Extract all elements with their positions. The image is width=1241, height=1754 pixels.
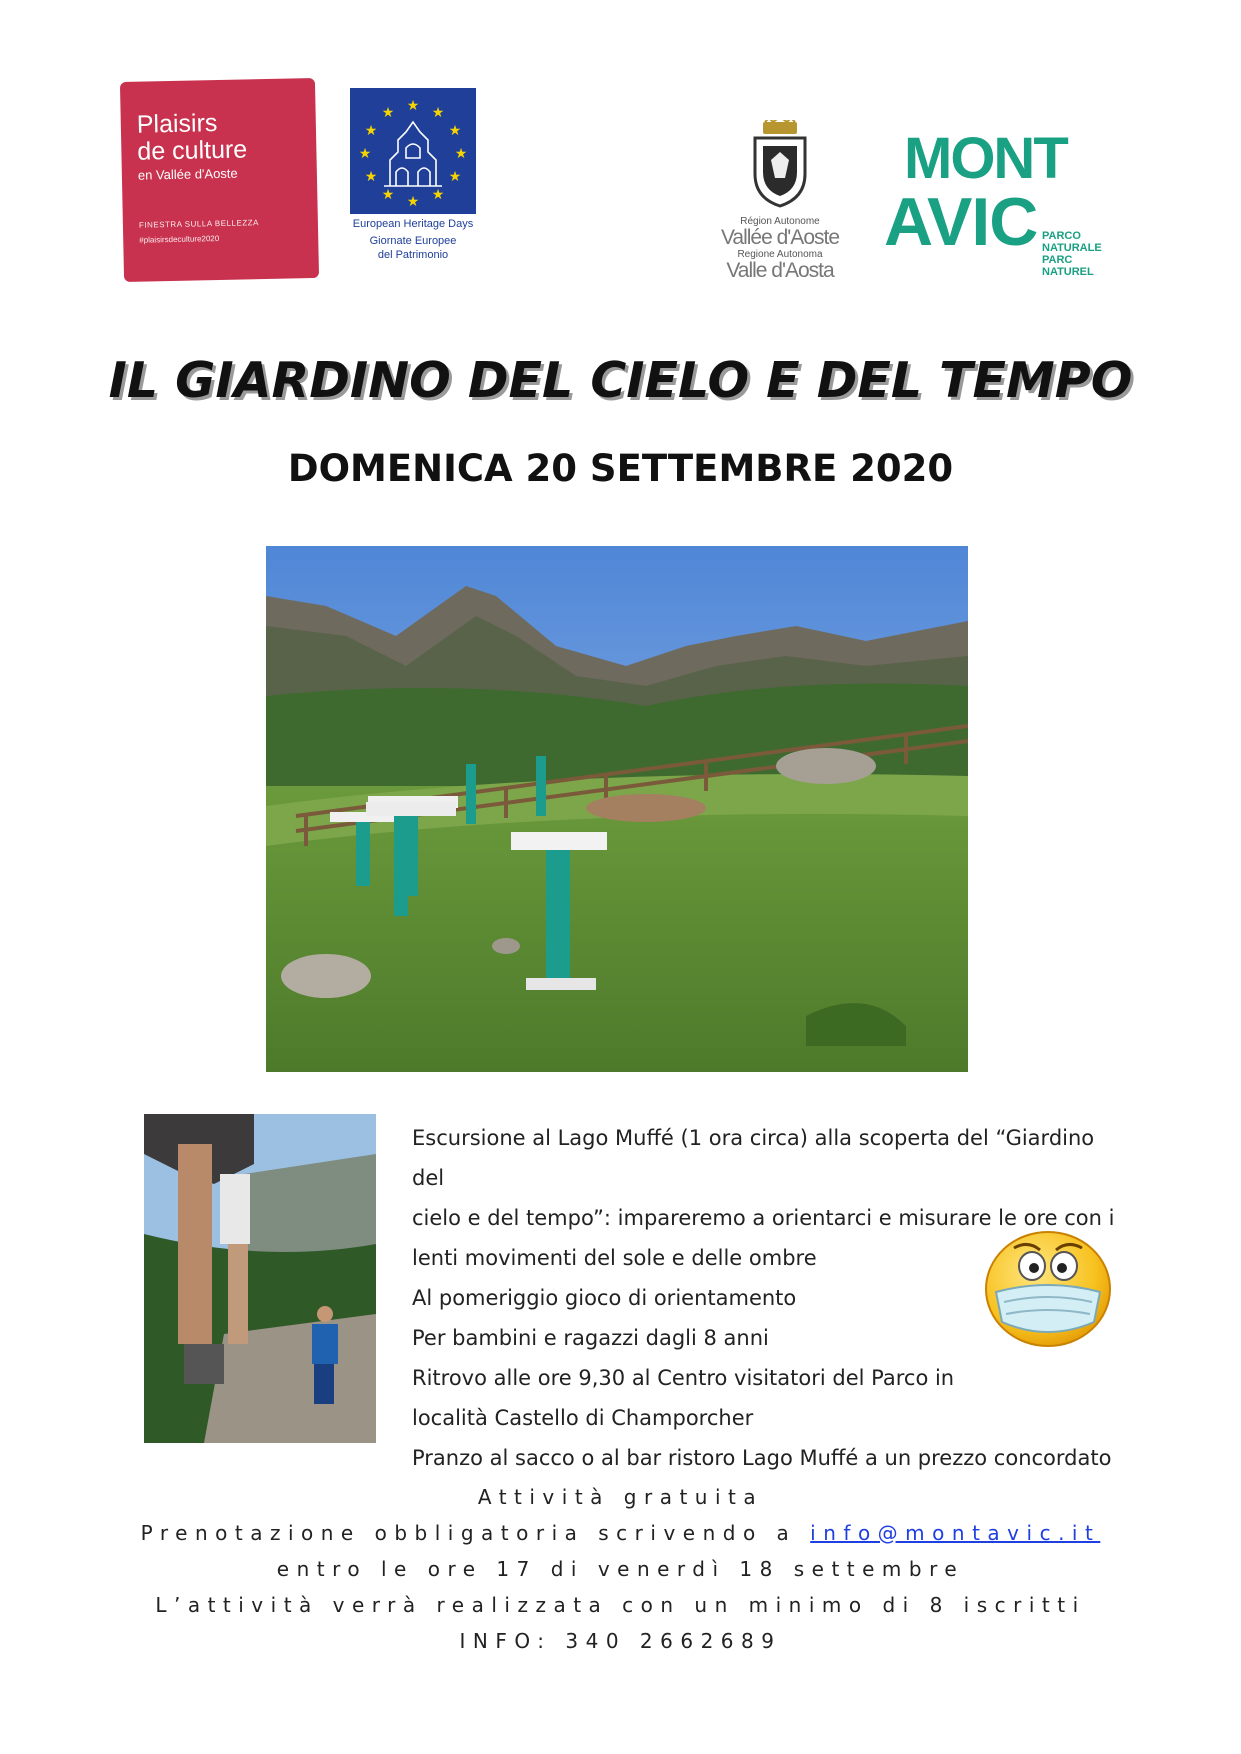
montavic-side3: PARC bbox=[1042, 254, 1073, 266]
description-line: Per bambini e ragazzi dagli 8 anni bbox=[412, 1326, 769, 1350]
hiking-photo bbox=[144, 1114, 376, 1443]
face-mask-emoji-icon bbox=[984, 1230, 1112, 1348]
plaisirs-line3: en Vallée d'Aoste bbox=[137, 165, 238, 183]
booking-deadline: entro le ore 17 di venerdì 18 settembre bbox=[276, 1557, 965, 1581]
eu-caption-1: European Heritage Days bbox=[352, 218, 474, 230]
region-line4: Valle d'Aosta bbox=[726, 259, 834, 282]
email-link[interactable]: info@montavic.it bbox=[810, 1521, 1101, 1545]
region-line3: Regione Autonoma bbox=[737, 249, 823, 260]
svg-text:★: ★ bbox=[364, 123, 378, 139]
region-line2: Vallée d'Aoste bbox=[720, 226, 840, 249]
minimum-participants: L’attività verrà realizzata con un minimo di 8 iscritti bbox=[155, 1593, 1086, 1617]
montavic-side2: NATURALE bbox=[1042, 242, 1102, 254]
plaisirs-de-culture-logo bbox=[120, 78, 319, 282]
svg-text:★: ★ bbox=[448, 123, 462, 139]
info-phone: INFO: 340 2662689 bbox=[459, 1629, 782, 1653]
svg-text:★: ★ bbox=[358, 146, 372, 162]
description-line: cielo e del tempo”: impareremo a orientarci e misurare le ore con i bbox=[412, 1206, 1115, 1230]
svg-text:★: ★ bbox=[448, 169, 462, 185]
european-heritage-days-logo bbox=[350, 88, 476, 262]
eu-flag-icon bbox=[350, 88, 476, 214]
montavic-side4: NATUREL bbox=[1042, 266, 1094, 278]
sundial-garden-photo bbox=[266, 546, 968, 1072]
eu-caption-2: Giornate Europee del Patrimonio bbox=[369, 235, 457, 261]
description-line: Al pomeriggio gioco di orientamento bbox=[412, 1286, 797, 1310]
svg-text:★: ★ bbox=[431, 187, 445, 203]
event-date: DOMENICA 20 SETTEMBRE 2020 bbox=[287, 447, 954, 490]
description-line: Pranzo al sacco o al bar ristoro Lago Muffé a un prezzo concordato bbox=[412, 1446, 1112, 1470]
svg-text:★: ★ bbox=[406, 98, 420, 114]
montavic-side1: PARCO bbox=[1042, 230, 1081, 242]
plaisirs-line5: #plaisirsdeculture2020 bbox=[139, 234, 220, 245]
description-line: Ritrovo alle ore 9,30 al Centro visitatori del Parco in bbox=[412, 1366, 955, 1390]
svg-text:★: ★ bbox=[364, 169, 378, 185]
svg-text:★: ★ bbox=[454, 146, 468, 162]
description-line: lenti movimenti del sole e delle ombre bbox=[412, 1246, 817, 1270]
montavic-side-text bbox=[1042, 230, 1102, 278]
region-valle-aosta-logo bbox=[714, 120, 846, 282]
montavic-word1: MONT bbox=[904, 126, 1067, 191]
svg-text:★: ★ bbox=[406, 194, 420, 210]
mont-avic-park-logo bbox=[884, 126, 1124, 280]
free-activity-note: Attività gratuita bbox=[477, 1485, 764, 1509]
description-line: Escursione al Lago Muffé (1 ora circa) alla scoperta del “Giardino del bbox=[412, 1126, 1095, 1190]
booking-line bbox=[0, 1521, 1241, 1545]
svg-text:★: ★ bbox=[431, 105, 445, 121]
svg-text:★: ★ bbox=[381, 187, 395, 203]
description-line: località Castello di Champorcher bbox=[412, 1406, 754, 1430]
booking-prefix: Prenotazione obbligatoria scrivendo a bbox=[140, 1521, 811, 1545]
montavic-word2: AVIC bbox=[884, 184, 1038, 260]
region-line1: Région Autonome bbox=[740, 216, 820, 227]
plaisirs-line2: de culture bbox=[137, 135, 248, 166]
plaisirs-line1: Plaisirs bbox=[136, 109, 218, 139]
page-title: IL GIARDINO DEL CIELO E DEL TEMPO bbox=[108, 352, 1133, 409]
plaisirs-line4: FINESTRA SULLA BELLEZZA bbox=[138, 218, 259, 230]
svg-text:★: ★ bbox=[381, 105, 395, 121]
region-coat-of-arms-icon bbox=[749, 120, 811, 208]
